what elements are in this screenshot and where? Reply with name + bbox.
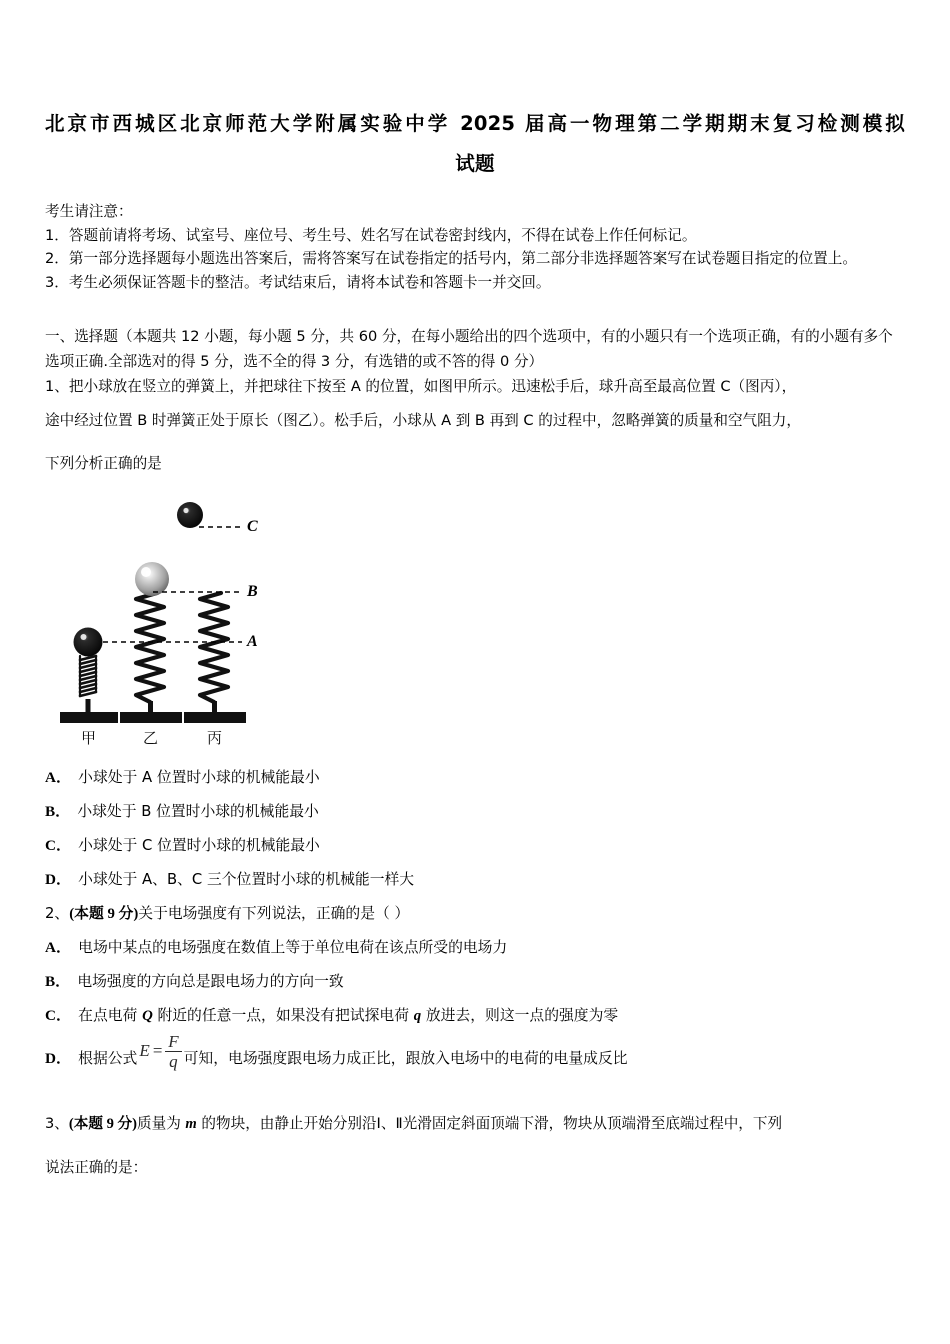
question-1-option-d[interactable] bbox=[45, 863, 905, 897]
option-c-label: C． bbox=[45, 1007, 72, 1024]
title-line-2: 试题 bbox=[455, 152, 495, 175]
base-plate-bing bbox=[184, 712, 246, 723]
formula-lhs: E bbox=[139, 1041, 150, 1060]
formula-equals-sign: = bbox=[151, 1041, 164, 1060]
spring-bing bbox=[200, 593, 228, 702]
figure-label-a: A bbox=[247, 633, 258, 650]
candidate-notice bbox=[45, 200, 905, 294]
fraction bbox=[165, 1033, 181, 1071]
page-content bbox=[45, 0, 905, 1189]
question-2-option-b[interactable] bbox=[45, 965, 905, 999]
variable-capital-q: Q bbox=[142, 1008, 153, 1024]
variable-lowercase-q: q bbox=[413, 1008, 422, 1024]
question-3-stem-post: 的物块，由静止开始分别沿Ⅰ、Ⅱ光滑固定斜面顶端下滑，物块从顶端滑至底端过程中，下列 bbox=[196, 1115, 783, 1132]
option-b-label: B． bbox=[45, 803, 71, 820]
notice-item-1: 1．答题前请将考场、试室号、座位号、考生号、姓名写在试卷密封线内，不得在试卷上作任何标记。 bbox=[45, 226, 697, 244]
question-2-stem bbox=[45, 897, 905, 931]
option-d-text-post: 可知，电场强度跟电场力成正比，跟放入电场中的电荷的电量成反比 bbox=[183, 1050, 628, 1067]
notice-item-3: 3．考生必须保证答题卡的整洁。考试结束后，请将本试卷和答题卡一并交回。 bbox=[45, 273, 551, 291]
question-3-stem-line-2: 说法正确的是： bbox=[45, 1159, 148, 1176]
question-2-stem-text: 关于电场强度有下列说法，正确的是（ ） bbox=[138, 905, 410, 922]
ball-at-position-c bbox=[177, 502, 203, 528]
spring-jia bbox=[80, 656, 96, 696]
question-3-stem-pre: 质量为 bbox=[137, 1115, 186, 1132]
option-c-text-mid: 附近的任意一点，如果没有把试探电荷 bbox=[152, 1007, 414, 1024]
question-1-option-c[interactable] bbox=[45, 829, 905, 863]
fraction-numerator: F bbox=[168, 1031, 179, 1051]
question-3-marks: (本题 9 分) bbox=[68, 1116, 137, 1132]
spring-ball-diagram-svg bbox=[57, 499, 327, 749]
question-1-option-a[interactable] bbox=[45, 761, 905, 795]
base-stem-jia bbox=[86, 699, 91, 713]
question-1-figure bbox=[57, 499, 327, 761]
question-3-stem-line-1 bbox=[45, 1102, 905, 1146]
setup-jia bbox=[60, 628, 118, 724]
option-a-text: 小球处于 A 位置时小球的机械能最小 bbox=[78, 769, 320, 786]
question-2-number: 2、 bbox=[45, 905, 70, 922]
notice-heading: 考生请注意： bbox=[45, 203, 133, 220]
question-1-stem-line-1 bbox=[45, 374, 905, 399]
spring-yi bbox=[136, 593, 164, 702]
option-c-label: C． bbox=[45, 837, 72, 854]
question-3-number: 3、 bbox=[45, 1115, 69, 1132]
option-b-text: 电场强度的方向总是跟电场力的方向一致 bbox=[77, 973, 344, 990]
option-d-label: D． bbox=[45, 1050, 72, 1067]
question-2-option-d[interactable] bbox=[45, 1033, 905, 1086]
section-heading-choice: 一、选择题（本题共 12 小题，每小题 5 分，共 60 分，在每小题给出的四个选项中，有的小题只有一个选项正确，有的小题有多个选项正确.全部选对的得 5 分，选不全的得 3 分，有选错的或不答的得 0 分） bbox=[45, 328, 893, 370]
option-d-label: D． bbox=[45, 871, 72, 888]
question-1-option-b[interactable] bbox=[45, 795, 905, 829]
figure-caption-bing: 丙 bbox=[207, 729, 223, 747]
option-c-text-post: 放进去，则这一点的强度为零 bbox=[421, 1007, 619, 1024]
question-1-number: 1、 bbox=[45, 378, 69, 395]
formula-e-equals-f-over-q bbox=[139, 1025, 181, 1077]
page-title bbox=[45, 0, 905, 184]
option-c-text: 小球处于 C 位置时小球的机械能最小 bbox=[78, 837, 320, 854]
variable-m: m bbox=[185, 1116, 197, 1132]
option-a-text: 电场中某点的电场强度在数值上等于单位电荷在该点所受的电场力 bbox=[78, 939, 508, 956]
fraction-denominator: q bbox=[169, 1052, 178, 1072]
question-1-stem-line-3: 下列分析正确的是 bbox=[45, 455, 162, 472]
option-d-text-pre: 根据公式 bbox=[78, 1050, 138, 1067]
title-line-1: 北京市西城区北京师范大学附属实验中学 2025 届高一物理第二学期期末复习检测模拟 bbox=[45, 112, 905, 135]
question-1-stem-text-1: 把小球放在竖立的弹簧上，并把球往下按至 A 的位置，如图甲所示。迅速松手后，球升高至最高位置 C（图丙）， bbox=[68, 378, 797, 395]
option-b-label: B． bbox=[45, 973, 71, 990]
figure-caption-jia: 甲 bbox=[81, 729, 97, 747]
figure-caption-yi: 乙 bbox=[143, 729, 159, 747]
ball-at-position-a bbox=[74, 628, 103, 657]
ball-at-position-b bbox=[135, 562, 169, 596]
figure-label-b: B bbox=[247, 583, 258, 600]
setup-bing bbox=[184, 593, 246, 723]
notice-item-2: 2．第一部分选择题每小题选出答案后，需将答案写在试卷指定的括号内，第二部分非选择题答案写在试卷题目指定的位置上。 bbox=[45, 250, 857, 267]
question-2-marks: (本题 9 分) bbox=[69, 906, 139, 922]
question-2-option-a[interactable] bbox=[45, 931, 905, 965]
option-c-text-pre: 在点电荷 bbox=[78, 1007, 143, 1024]
question-1-stem-line-2: 途中经过位置 B 时弹簧正处于原长（图乙）。松手后，小球从 A 到 B 再到 C 的过程中，忽略弹簧的质量和空气阻力， bbox=[45, 412, 801, 429]
figure-label-c: C bbox=[247, 518, 258, 535]
option-b-text: 小球处于 B 位置时小球的机械能最小 bbox=[77, 803, 319, 820]
base-plate-yi bbox=[120, 712, 182, 723]
base-plate-jia bbox=[60, 712, 118, 723]
option-d-text: 小球处于 A、B、C 三个位置时小球的机械能一样大 bbox=[78, 871, 415, 888]
option-a-label: A． bbox=[45, 939, 72, 956]
option-a-label: A． bbox=[45, 769, 72, 786]
